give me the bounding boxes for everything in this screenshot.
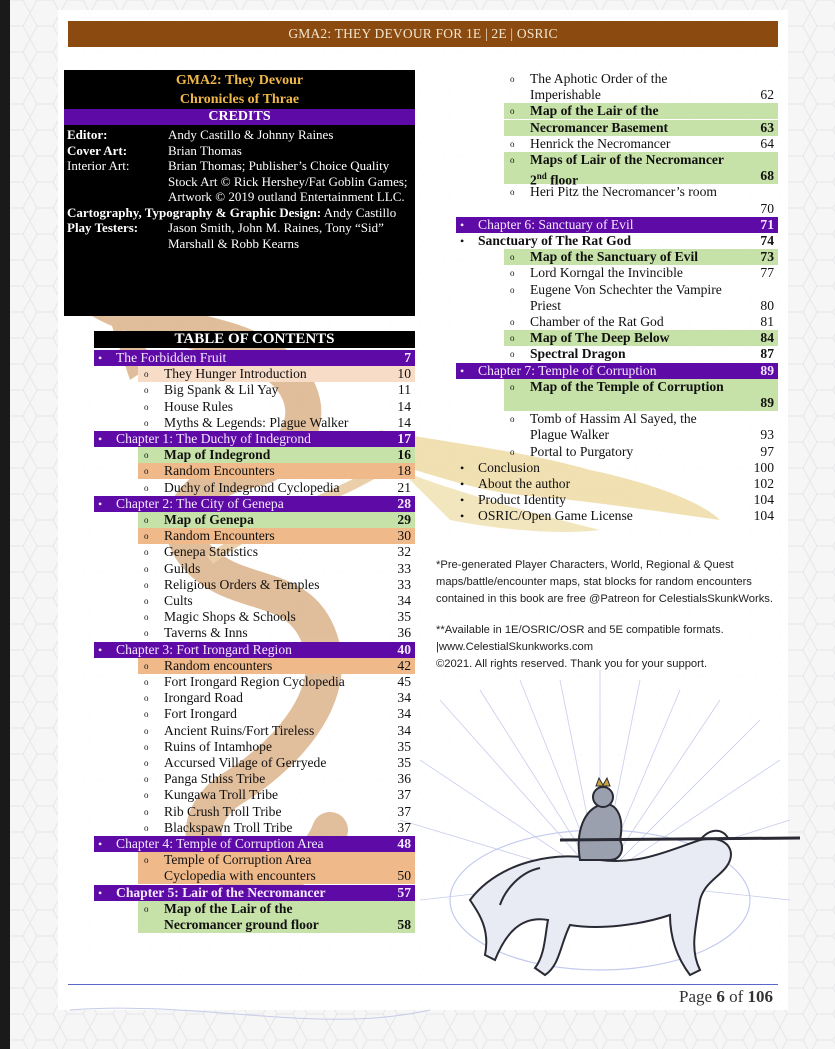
toc-entry-row[interactable]	[456, 492, 778, 508]
circle-bullet-icon: o	[144, 450, 149, 461]
circle-bullet-icon: o	[144, 596, 149, 606]
toc-entry-row[interactable]	[138, 480, 415, 496]
toc-entry-row[interactable]	[504, 103, 778, 119]
toc-entry-row[interactable]	[138, 771, 415, 787]
toc-entry-title: House Rules	[164, 398, 234, 414]
credit-row	[64, 205, 415, 221]
toc-entry-title: Chapter 7: Temple of Corruption	[478, 362, 657, 378]
credit-row	[64, 220, 415, 251]
toc-entry-row[interactable]	[138, 544, 415, 560]
toc-entry-row[interactable]	[138, 625, 415, 641]
toc-entry-title: Chapter 2: The City of Genepa	[116, 495, 284, 511]
toc-entry-title: Taverns & Inns	[164, 625, 248, 641]
credit-value: Brian Thomas; Publisher’s Choice Quality Stock Art © Rick Hershey/Fat Goblin Games; Artwork © 2019 outland Entertainment LLC.	[168, 158, 408, 204]
circle-bullet-icon: o	[510, 317, 515, 327]
toc-entry-row[interactable]	[138, 399, 415, 415]
credit-label: Play Testers:	[67, 220, 139, 235]
toc-entry-title: Cults	[164, 593, 193, 608]
toc-entry-title: Map of the Lair of the	[530, 103, 659, 119]
circle-bullet-icon: o	[144, 417, 149, 428]
circle-bullet-icon: o	[144, 709, 149, 720]
toc-page-number: 16	[397, 447, 411, 463]
bullet-icon: •	[460, 234, 465, 248]
circle-bullet-icon: o	[510, 138, 515, 149]
circle-bullet-icon: o	[144, 369, 149, 380]
toc-entry-row[interactable]	[504, 427, 778, 443]
toc-entry-row[interactable]	[138, 366, 415, 382]
toc-entry-row[interactable]	[456, 476, 778, 492]
circle-bullet-icon: o	[144, 774, 149, 785]
toc-page-number: 70	[760, 200, 774, 216]
toc-entry-row[interactable]	[138, 609, 415, 625]
toc-entry-title: Sanctuary of The Rat God	[478, 233, 632, 248]
toc-page-number: 30	[397, 528, 411, 544]
toc-entry-title: Chapter 4: Temple of Corruption Area	[116, 836, 324, 851]
credit-row	[64, 143, 415, 159]
toc-entry-title: Random Encounters	[164, 528, 275, 544]
bullet-icon: •	[98, 885, 103, 900]
credit-value: Andy Castillo	[321, 204, 397, 220]
toc-chapter-row[interactable]	[456, 363, 778, 379]
toc-entry-row[interactable]	[504, 87, 778, 103]
bullet-icon: •	[98, 837, 103, 851]
toc-page-number: 57	[397, 884, 411, 900]
toc-entry-title: Eugene Von Schechter the Vampire	[530, 281, 722, 297]
book-title: GMA2: They Devour	[175, 73, 304, 88]
toc-entry-title: Random Encounters	[164, 463, 275, 479]
toc-entry-row[interactable]	[504, 184, 778, 200]
circle-bullet-icon: o	[144, 531, 149, 542]
toc-page-number: 14	[397, 398, 411, 414]
toc-page-number: 62	[760, 87, 774, 103]
bullet-icon: •	[98, 432, 103, 446]
toc-page-number: 7	[404, 350, 411, 365]
toc-entry-row[interactable]	[504, 265, 778, 281]
credit-label: Interior Art:	[67, 158, 130, 173]
toc-entry-title: Guilds	[164, 560, 201, 576]
toc-entry-title: Necromancer Basement	[530, 119, 669, 135]
note-copyright: ©2021. All rights reserved. Thank you for your support.	[436, 658, 708, 670]
toc-page-number: 36	[397, 771, 411, 787]
toc-entry-title: Portal to Purgatory	[530, 443, 634, 459]
circle-bullet-icon: o	[510, 446, 515, 457]
toc-entry-title: Cyclopedia with encounters	[164, 868, 316, 884]
toc-entry-title: Panga Sthiss Tribe	[164, 771, 266, 787]
toc-entry-row[interactable]	[456, 460, 778, 476]
circle-bullet-icon: o	[510, 268, 515, 279]
bullet-icon: •	[460, 217, 465, 232]
toc-page-number: 64	[760, 135, 774, 151]
toc-entry-row[interactable]	[504, 444, 778, 460]
toc-entry-row[interactable]	[504, 71, 778, 87]
toc-entry-title: Plague Walker	[530, 427, 610, 443]
toc-page-number: 37	[397, 819, 411, 835]
circle-bullet-icon: o	[144, 563, 149, 574]
circle-bullet-icon: o	[144, 806, 149, 817]
toc-page-number: 104	[753, 492, 774, 508]
circle-bullet-icon: o	[510, 381, 515, 392]
toc-entry-row[interactable]	[138, 447, 415, 463]
toc-entry-title: Map of The Deep Below	[530, 330, 670, 346]
toc-entry-title: Kungawa Troll Tribe	[164, 787, 279, 803]
toc-entry-title: Genepa Statistics	[164, 544, 259, 560]
toc-entry-title: 2nd floor	[530, 171, 579, 188]
toc-entry-title: Product Identity	[478, 492, 566, 508]
toc-entry-row[interactable]	[138, 593, 415, 609]
page-header: GMA2: THEY DEVOUR FOR 1E | 2E | OSRIC	[68, 21, 778, 47]
toc-entry-title: The Aphotic Order of the	[530, 71, 668, 86]
circle-bullet-icon: o	[144, 385, 149, 396]
toc-entry-row[interactable]	[504, 168, 778, 188]
circle-bullet-icon: o	[144, 758, 149, 768]
toc-page-number: 18	[397, 463, 411, 479]
toc-entry-row[interactable]	[138, 382, 415, 398]
toc-page-number: 87	[760, 346, 774, 362]
toc-entry-row[interactable]	[504, 298, 778, 314]
toc-entry-title: Map of the Sanctuary of Evil	[530, 249, 699, 265]
toc-entry-title: Magic Shops & Schools	[164, 609, 296, 625]
toc-entry-row[interactable]	[138, 739, 415, 755]
toc-chapter-row[interactable]	[94, 431, 415, 447]
toc-entry-title: Religious Orders & Temples	[164, 576, 320, 592]
toc-page-number: 81	[760, 314, 774, 329]
toc-entry-row[interactable]	[504, 314, 778, 330]
toc-page-number: 33	[397, 576, 411, 592]
toc-entry-row[interactable]	[138, 820, 415, 836]
toc-page-number: 32	[397, 544, 411, 560]
credit-row	[64, 127, 415, 143]
bullet-icon: •	[460, 363, 465, 378]
toc-entry-row[interactable]	[456, 508, 778, 524]
toc-page-number: 104	[753, 508, 774, 524]
toc-chapter-row[interactable]	[94, 836, 415, 852]
toc-entry-title: Fort Irongard	[164, 706, 237, 722]
toc-entry-row[interactable]	[138, 658, 415, 674]
toc-entry-title: They Hunger Introduction	[164, 366, 307, 382]
toc-entry-title: Maps of Lair of the Necromancer	[530, 152, 724, 167]
credit-value: Brian Thomas	[168, 142, 242, 158]
toc-page-number: 97	[760, 443, 774, 459]
credit-label: Editor:	[67, 127, 108, 142]
book-subtitle: Chronicles of Thrae	[179, 92, 300, 107]
toc-entry-title: OSRIC/Open Game License	[478, 508, 633, 524]
circle-bullet-icon: o	[144, 482, 149, 493]
circle-bullet-icon: o	[144, 677, 149, 687]
bullet-icon: •	[460, 493, 465, 508]
toc-page-number: 89	[760, 362, 774, 378]
toc-chapter-row[interactable]	[94, 885, 415, 901]
toc-chapter-row[interactable]	[94, 350, 415, 366]
toc-entry-row[interactable]	[504, 136, 778, 152]
bullet-icon: •	[98, 642, 103, 657]
toc-page-number: 100	[753, 459, 774, 475]
toc-entry-row[interactable]	[138, 577, 415, 593]
toc-entry-title: Chamber of the Rat God	[530, 314, 664, 329]
toc-page-number: 40	[397, 641, 411, 657]
circle-bullet-icon: o	[510, 155, 515, 165]
toc-entry-title: Conclusion	[478, 459, 540, 475]
toc-page-number: 17	[397, 431, 411, 446]
toc-page-number: 11	[397, 382, 411, 398]
circle-bullet-icon: o	[510, 74, 515, 84]
circle-bullet-icon: o	[144, 612, 149, 623]
toc-page-number: 102	[753, 476, 774, 491]
toc-page-number: 93	[760, 427, 774, 443]
credits-box	[64, 70, 415, 316]
circle-bullet-icon: o	[510, 333, 515, 344]
circle-bullet-icon: o	[144, 725, 149, 736]
toc-entry-title: Priest	[530, 297, 561, 313]
note-formats: **Available in 1E/OSRIC/OSR and 5E compatible formats.	[436, 624, 724, 636]
credit-label: Cartography, Typography & Graphic Design:	[67, 204, 322, 220]
toc-entry-title: Ruins of Intamhope	[164, 738, 272, 754]
credits-heading: CREDITS	[64, 109, 415, 125]
toc-page-number: 33	[397, 560, 411, 576]
circle-bullet-icon: o	[144, 822, 149, 833]
circle-bullet-icon: o	[144, 855, 149, 866]
toc-heading: TABLE OF CONTENTS	[94, 331, 415, 348]
toc-entry-title: Myths & Legends: Plague Walker	[164, 414, 349, 430]
circle-bullet-icon: o	[144, 579, 149, 590]
toc-entry-row[interactable]	[138, 528, 415, 544]
circle-bullet-icon: o	[144, 693, 149, 704]
toc-page-number: 34	[397, 722, 411, 738]
toc-entry-title: Duchy of Indegrond Cyclopedia	[164, 479, 340, 495]
toc-entry-row[interactable]	[504, 379, 778, 395]
toc-entry-title: Ancient Ruins/Fort Tireless	[164, 722, 315, 738]
toc-page-number: 89	[760, 395, 774, 410]
circle-bullet-icon: o	[510, 252, 515, 263]
toc-page-number: 35	[397, 755, 411, 770]
bullet-icon: •	[460, 460, 465, 475]
toc-page-number: 58	[397, 917, 411, 932]
notes-block	[436, 557, 776, 673]
toc-page-number: 68	[760, 168, 774, 184]
toc-entry-row[interactable]	[138, 787, 415, 803]
toc-entry-title: Blackspawn Troll Tribe	[164, 819, 293, 835]
circle-bullet-icon: o	[510, 106, 515, 117]
toc-entry-title: Map of Indegrond	[164, 447, 271, 463]
credit-value: Andy Castillo & Johnny Raines	[168, 127, 334, 142]
toc-entry-title: Lord Korngal the Invincible	[530, 265, 683, 281]
toc-page-number: 34	[397, 706, 411, 722]
circle-bullet-icon: o	[144, 790, 149, 801]
toc-entry-row[interactable]	[138, 868, 415, 884]
toc-entry-title: Necromancer ground floor	[164, 917, 319, 932]
circle-bullet-icon: o	[144, 401, 149, 412]
toc-entry-row[interactable]	[504, 395, 778, 411]
circle-bullet-icon: o	[510, 187, 515, 198]
toc-entry-title: Map of Genepa	[164, 512, 254, 527]
toc-page-number: 28	[397, 495, 411, 511]
toc-page-number: 48	[397, 836, 411, 851]
toc-page-number: 71	[760, 216, 774, 232]
bullet-icon: •	[460, 477, 465, 491]
credit-row	[64, 158, 415, 205]
toc-chapter-row[interactable]	[94, 496, 415, 512]
credit-label: Cover Art:	[67, 142, 128, 158]
toc-entry-row[interactable]	[138, 723, 415, 739]
toc-entry-row[interactable]	[138, 901, 415, 917]
toc-page-number: 77	[760, 265, 774, 281]
toc-entry-title: Chapter 3: Fort Irongard Region	[116, 641, 292, 657]
circle-bullet-icon: o	[144, 515, 149, 525]
toc-page-number: 73	[760, 249, 774, 265]
circle-bullet-icon: o	[144, 547, 149, 558]
toc-entry-title: Spectral Dragon	[530, 346, 626, 362]
toc-entry-title: Temple of Corruption Area	[164, 852, 312, 868]
toc-page-number: 35	[397, 738, 411, 754]
note-website[interactable]: |www.CelestialSkunkworks.com	[436, 641, 594, 653]
toc-page-number: 10	[397, 366, 411, 382]
toc-entry-row[interactable]	[504, 330, 778, 346]
circle-bullet-icon: o	[144, 741, 149, 752]
toc-entry-row[interactable]	[138, 690, 415, 706]
toc-page-number: 50	[397, 868, 411, 884]
toc-entry-title: Big Spank & Lil Yay	[164, 382, 279, 398]
toc-page-number: 14	[397, 414, 411, 430]
bullet-icon: •	[98, 351, 103, 365]
toc-entry-row[interactable]	[504, 249, 778, 265]
toc-entry-title: About the author	[478, 476, 571, 491]
toc-chapter-row[interactable]	[456, 217, 778, 233]
circle-bullet-icon: o	[510, 414, 515, 425]
page-number: Page 6 of 106	[679, 987, 773, 1006]
toc-entry-title: Random encounters	[164, 657, 273, 673]
toc-entry-row[interactable]	[138, 463, 415, 479]
toc-entry-title: Map of the Temple of Corruption	[530, 378, 724, 394]
toc-entry-row[interactable]	[138, 917, 415, 933]
toc-entry-row[interactable]	[138, 415, 415, 431]
toc-page-number: 63	[760, 119, 774, 135]
toc-entry-row[interactable]	[138, 755, 415, 771]
toc-entry-title: Irongard Road	[164, 690, 243, 706]
toc-entry-row[interactable]	[504, 152, 778, 168]
toc-entry-row[interactable]	[456, 233, 778, 249]
toc-page-number: 42	[397, 657, 411, 673]
toc-entry-row[interactable]	[138, 561, 415, 577]
toc-page-number: 36	[397, 625, 411, 641]
toc-entry-title: Chapter 1: The Duchy of Indegrond	[116, 431, 311, 446]
toc-entry-title: The Forbidden Fruit	[116, 350, 227, 365]
toc-entry-title: Imperishable	[530, 87, 601, 103]
toc-entry-title: Chapter 6: Sanctuary of Evil	[478, 216, 634, 232]
toc-entry-title: Accursed Village of Gerryede	[164, 755, 327, 770]
footer-rule	[68, 984, 778, 985]
toc-page-number: 34	[397, 690, 411, 706]
toc-entry-row[interactable]	[504, 411, 778, 427]
toc-page-number: 37	[397, 787, 411, 803]
toc-entry-row[interactable]	[138, 852, 415, 868]
toc-page-number: 45	[397, 674, 411, 689]
circle-bullet-icon: o	[510, 284, 515, 295]
toc-page-number: 35	[397, 609, 411, 625]
toc-entry-row[interactable]	[138, 512, 415, 528]
toc-page-number: 74	[760, 233, 774, 248]
toc-page-number: 34	[397, 593, 411, 608]
toc-entry-row[interactable]	[504, 201, 778, 217]
toc-entry-title: Fort Irongard Region Cyclopedia	[164, 674, 345, 689]
circle-bullet-icon: o	[144, 903, 149, 914]
toc-chapter-row[interactable]	[94, 642, 415, 658]
circle-bullet-icon: o	[144, 466, 149, 477]
toc-entry-row[interactable]	[138, 674, 415, 690]
bullet-icon: •	[460, 509, 465, 524]
toc-page-number: 29	[397, 512, 411, 527]
toc-entry-title: Map of the Lair of the	[164, 900, 293, 916]
toc-entry-title: Heri Pitz the Necromancer’s room	[530, 184, 717, 200]
circle-bullet-icon: o	[144, 628, 149, 639]
toc-entry-title: Chapter 5: Lair of the Necromancer	[116, 884, 326, 900]
toc-page-number: 37	[397, 803, 411, 819]
toc-entry-row[interactable]	[504, 282, 778, 298]
circle-bullet-icon: o	[144, 660, 149, 671]
circle-bullet-icon: o	[510, 349, 515, 360]
toc-entry-row[interactable]	[504, 346, 778, 362]
toc-page-number: 84	[760, 330, 774, 346]
toc-page-number: 21	[397, 479, 411, 495]
toc-entry-row[interactable]	[138, 706, 415, 722]
toc-page-number: 80	[760, 297, 774, 313]
toc-entry-title: Rib Crush Troll Tribe	[164, 803, 282, 819]
toc-entry-title: Henrick the Necromancer	[530, 135, 671, 151]
note-patreon: *Pre-generated Player Characters, World, Regional & Quest maps/battle/encounter maps, stat blocks for random encounters contained in this book are free @Patreon for CelestialsSkunkWorks.	[436, 559, 773, 605]
bullet-icon: •	[98, 496, 103, 511]
toc-entry-row[interactable]	[138, 804, 415, 820]
toc-entry-row[interactable]	[504, 120, 778, 136]
credit-value: Jason Smith, John M. Raines, Tony “Sid” Marshall & Robb Kearns	[168, 220, 384, 251]
toc-entry-title: Tomb of Hassim Al Sayed, the	[530, 411, 697, 427]
